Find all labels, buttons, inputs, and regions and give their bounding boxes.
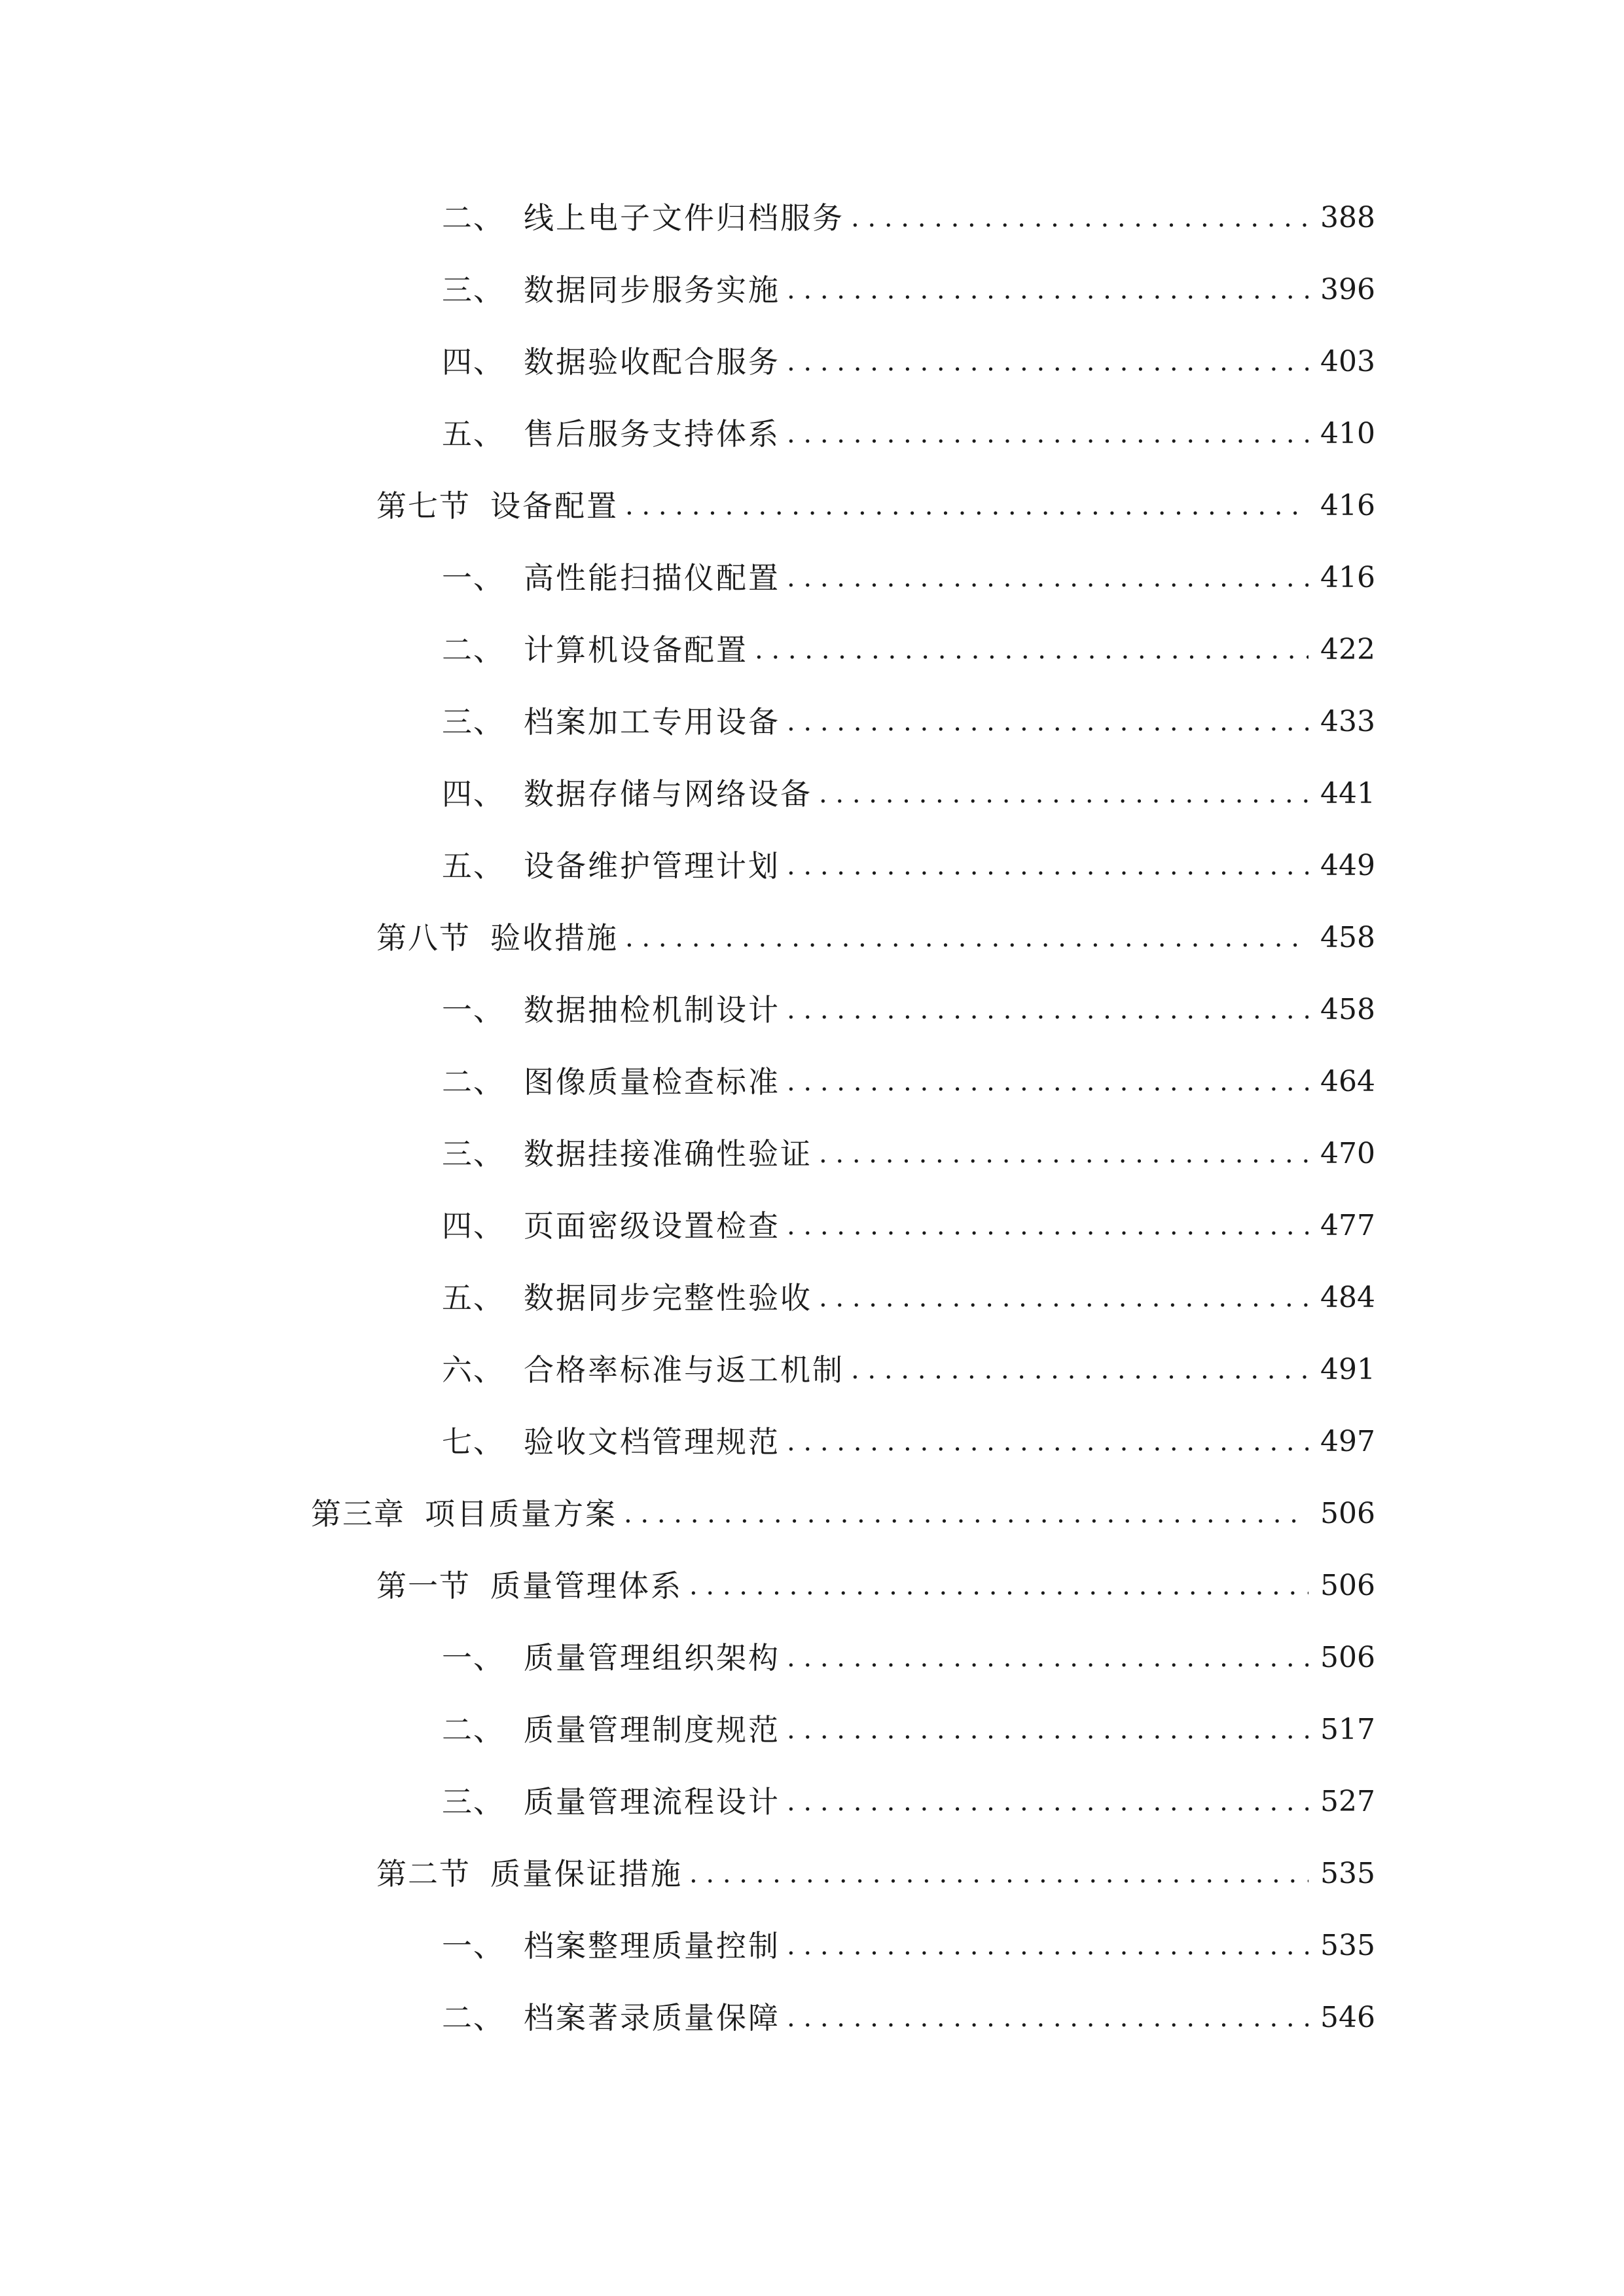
dot-leader: [787, 1632, 1308, 1684]
entry-number: 二、: [442, 2000, 505, 2036]
entry-title: 档案加工专用设备: [524, 704, 780, 740]
entry-number: 五、: [442, 848, 505, 884]
toc-entry[interactable]: [442, 336, 1375, 388]
toc-section-entry[interactable]: [376, 1560, 1375, 1612]
entry-title: 档案著录质量保障: [524, 2000, 780, 2036]
dot-leader: [787, 1992, 1308, 2044]
entry-number: 二、: [442, 632, 505, 668]
entry-number: 一、: [442, 560, 505, 596]
entry-number: 二、: [442, 1064, 505, 1100]
entry-number: 六、: [442, 1352, 505, 1388]
dot-leader: [787, 1920, 1308, 1972]
entry-title: 质量管理制度规范: [524, 1712, 780, 1748]
entry-number: 一、: [442, 1640, 505, 1676]
entry-page-number: 441: [1320, 777, 1375, 810]
toc-entry[interactable]: [442, 696, 1375, 748]
entry-page-number: 517: [1320, 1713, 1375, 1746]
dot-leader: [755, 624, 1308, 676]
toc-entry[interactable]: [442, 1776, 1375, 1828]
dot-leader: [787, 1416, 1308, 1468]
entry-number: 第一节: [376, 1568, 471, 1604]
entry-page-number: 535: [1320, 1929, 1375, 1962]
entry-title: 项目质量方案: [425, 1496, 617, 1532]
dot-leader: [689, 1848, 1308, 1900]
entry-number: 七、: [442, 1424, 505, 1460]
dot-leader: [851, 192, 1308, 244]
entry-page-number: 497: [1320, 1425, 1375, 1458]
entry-title: 验收措施: [490, 920, 619, 956]
toc-entry[interactable]: [442, 192, 1375, 244]
dot-leader: [787, 336, 1308, 388]
entry-page-number: 477: [1320, 1209, 1375, 1242]
entry-page-number: 527: [1320, 1785, 1375, 1818]
entry-page-number: 396: [1320, 273, 1375, 306]
dot-leader: [787, 1056, 1308, 1108]
entry-title: 质量保证措施: [490, 1856, 683, 1892]
entry-page-number: 535: [1320, 1857, 1375, 1890]
entry-title: 售后服务支持体系: [524, 416, 780, 452]
entry-page-number: 464: [1320, 1065, 1375, 1098]
toc-entry[interactable]: [442, 1704, 1375, 1756]
entry-title: 设备配置: [490, 488, 619, 524]
entry-page-number: 449: [1320, 849, 1375, 882]
toc-entry[interactable]: [442, 840, 1375, 892]
entry-number: 三、: [442, 1784, 505, 1820]
entry-number: 三、: [442, 704, 505, 740]
toc-entry[interactable]: [442, 552, 1375, 604]
dot-leader: [787, 840, 1308, 892]
dot-leader: [819, 1128, 1308, 1180]
entry-title: 档案整理质量控制: [524, 1928, 780, 1964]
entry-title: 页面密级设置检查: [524, 1208, 780, 1244]
entry-number: 三、: [442, 272, 505, 308]
toc-entry[interactable]: [442, 1056, 1375, 1108]
entry-page-number: 506: [1320, 1641, 1375, 1674]
entry-number: 第七节: [376, 488, 471, 524]
dot-leader: [819, 768, 1308, 820]
entry-title: 数据存储与网络设备: [524, 776, 812, 812]
entry-page-number: 470: [1320, 1137, 1375, 1170]
dot-leader: [819, 1272, 1308, 1324]
entry-page-number: 458: [1320, 921, 1375, 954]
entry-page-number: 410: [1320, 417, 1375, 450]
dot-leader: [787, 984, 1308, 1036]
toc-entry[interactable]: [442, 1344, 1375, 1396]
entry-title: 数据同步服务实施: [524, 272, 780, 308]
entry-page-number: 416: [1320, 561, 1375, 594]
entry-page-number: 491: [1320, 1353, 1375, 1386]
entry-number: 第二节: [376, 1856, 471, 1892]
toc-section-entry[interactable]: [376, 912, 1375, 964]
entry-number: 五、: [442, 1280, 505, 1316]
entry-title: 高性能扫描仪配置: [524, 560, 780, 596]
toc-chapter-entry[interactable]: [311, 1488, 1375, 1540]
entry-title: 合格率标准与返工机制: [524, 1352, 844, 1388]
toc-section-entry[interactable]: [376, 480, 1375, 532]
entry-title: 质量管理流程设计: [524, 1784, 780, 1820]
dot-leader: [787, 1200, 1308, 1252]
entry-number: 第三章: [311, 1496, 405, 1532]
entry-number: 四、: [442, 1208, 505, 1244]
entry-number: 四、: [442, 776, 505, 812]
entry-title: 数据验收配合服务: [524, 344, 780, 380]
entry-page-number: 546: [1320, 2001, 1375, 2034]
dot-leader: [787, 1704, 1308, 1756]
dot-leader: [624, 1488, 1308, 1540]
entry-title: 计算机设备配置: [524, 632, 748, 668]
toc-entry[interactable]: [442, 1272, 1375, 1324]
toc-entry[interactable]: [442, 1416, 1375, 1468]
entry-title: 验收文档管理规范: [524, 1424, 780, 1460]
toc-entry[interactable]: [442, 624, 1375, 676]
entry-page-number: 458: [1320, 993, 1375, 1026]
entry-number: 三、: [442, 1136, 505, 1172]
entry-number: 二、: [442, 1712, 505, 1748]
entry-page-number: 506: [1320, 1569, 1375, 1602]
dot-leader: [787, 552, 1308, 604]
entry-title: 质量管理体系: [490, 1568, 683, 1604]
toc-entry[interactable]: [442, 1632, 1375, 1684]
entry-number: 二、: [442, 200, 505, 236]
entry-page-number: 433: [1320, 705, 1375, 738]
toc-entry[interactable]: [442, 1920, 1375, 1972]
dot-leader: [787, 1776, 1308, 1828]
entry-title: 线上电子文件归档服务: [524, 200, 844, 236]
dot-leader: [787, 408, 1308, 460]
entry-page-number: 422: [1320, 633, 1375, 666]
entry-title: 数据抽检机制设计: [524, 992, 780, 1028]
entry-number: 四、: [442, 344, 505, 380]
dot-leader: [787, 696, 1308, 748]
entry-number: 五、: [442, 416, 505, 452]
toc-entry[interactable]: [442, 408, 1375, 460]
dot-leader: [625, 912, 1308, 964]
entry-title: 图像质量检查标准: [524, 1064, 780, 1100]
entry-page-number: 416: [1320, 489, 1375, 522]
entry-title: 设备维护管理计划: [524, 848, 780, 884]
dot-leader: [851, 1344, 1308, 1396]
dot-leader: [787, 264, 1308, 316]
entry-title: 质量管理组织架构: [524, 1640, 780, 1676]
entry-number: 一、: [442, 992, 505, 1028]
toc-entry[interactable]: [442, 768, 1375, 820]
entry-page-number: 506: [1320, 1497, 1375, 1530]
toc-section-entry[interactable]: [376, 1848, 1375, 1900]
entry-page-number: 403: [1320, 345, 1375, 378]
entry-title: 数据挂接准确性验证: [524, 1136, 812, 1172]
entry-number: 第八节: [376, 920, 471, 956]
entry-page-number: 388: [1320, 201, 1375, 234]
entry-page-number: 484: [1320, 1281, 1375, 1314]
entry-title: 数据同步完整性验收: [524, 1280, 812, 1316]
dot-leader: [625, 480, 1308, 532]
dot-leader: [689, 1560, 1308, 1612]
toc-entry[interactable]: [442, 1200, 1375, 1252]
toc-entry[interactable]: [442, 1992, 1375, 2044]
toc-entry[interactable]: [442, 1128, 1375, 1180]
entry-number: 一、: [442, 1928, 505, 1964]
toc-entry[interactable]: [442, 264, 1375, 316]
toc-entry[interactable]: [442, 984, 1375, 1036]
